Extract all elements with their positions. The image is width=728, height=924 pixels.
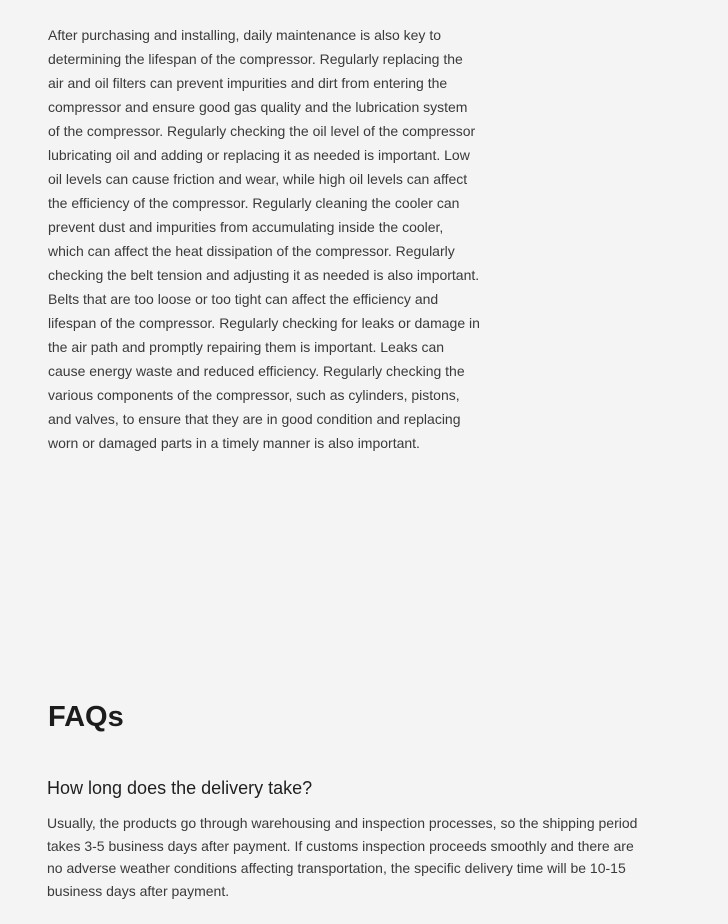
faq-question: How long does the delivery take? [47,778,313,798]
faq-answer: Usually, the products go through warehousing and inspection processes, so the shipping period takes 3-5 business days after payment. If customs inspection proceeds smoothly and there are no adverse weather conditions affecting transportation, the specific delivery time will be 10-15 business days after payment. [47,815,638,899]
faqs-heading: FAQs [48,701,124,733]
maintenance-paragraph: After purchasing and installing, daily maintenance is also key to determining the lifespan of the compressor. Regularly replacing the air and oil filters can prevent impurities and dirt from entering the compressor and ensure good gas quality and the lubrication system of the compressor. Regularly checking the oil level of the compressor lubricating oil and adding or replacing it as needed is important. Low oil levels can cause friction and wear, while high oil levels can affect the efficiency of the compressor. Regularly cleaning the cooler can prevent dust and impurities from accumulating inside the cooler, which can affect the heat dissipation of the compressor. Regularly checking the belt tension and adjusting it as needed is also important. Belts that are too loose or too tight can affect the efficiency and lifespan of the compressor. Regularly checking for leaks or damage in the air path and promptly repairing them is important. Leaks can cause energy waste and reduced efficiency. Regularly checking the various components of the compressor, such as cylinders, pistons, and valves, to ensure that they are in good condition and replacing worn or damaged parts in a timely manner is also important. [48,27,480,451]
